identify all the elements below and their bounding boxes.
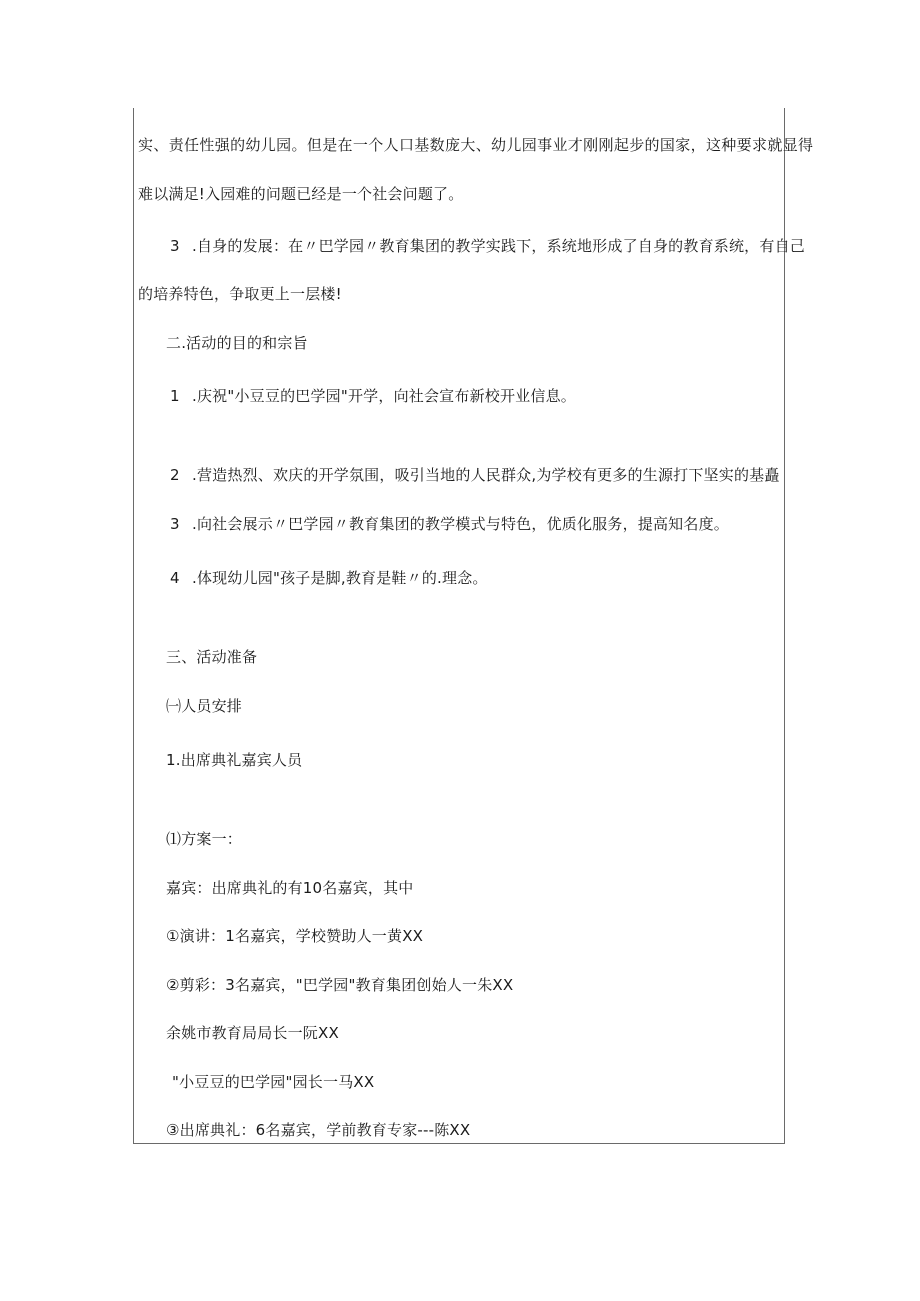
purpose-number-4: 4 [170,569,180,587]
purpose-text-2: .营造热烈、欢庆的开学氛围，吸引当地的人民群众,为学校有更多的生源打下坚实的基矗 [192,466,780,484]
ribbon-line-2: 余姚市教育局局长一阮XX [166,1024,339,1042]
plan-1-heading: ⑴方案一： [166,830,243,848]
speech-line: ①演讲：1名嘉宾，学校赞助人一黄XX [166,927,424,945]
purpose-number-1: 1 [170,387,180,405]
ribbon-line-3: "小豆豆的巴学园"园长一马XX [172,1073,375,1091]
paragraph-line-2: 难以满足!入园难的问题已经是一个社会问题了。 [138,185,464,203]
purpose-text-4: .体现幼儿园"孩子是脚,教育是鞋〃的.理念。 [192,569,488,587]
purpose-text-1: .庆祝"小豆豆的巴学园"开学，向社会宣布新校开业信息。 [192,387,576,405]
item-3-line-2: 的培养特色，争取更上一层楼! [138,285,342,303]
item-3-text: .自身的发展：在〃巴学园〃教育集团的教学实践下，系统地形成了自身的教育系统，有自己 [192,237,805,255]
subsection-1-1: 1.出席典礼嘉宾人员 [166,751,303,769]
section-3-heading: 三、活动准备 [166,648,258,666]
section-2-heading: 二.活动的目的和宗旨 [166,334,308,352]
purpose-item-2 [170,465,780,485]
purpose-item-3 [170,514,729,534]
purpose-number-3: 3 [170,515,180,533]
guests-line: 嘉宾：出席典礼的有10名嘉宾，其中 [166,879,414,897]
item-3-line-1 [170,236,805,256]
purpose-item-4 [170,568,488,588]
ribbon-line-1: ②剪彩：3名嘉宾，"巴学园"教育集团创始人一朱XX [166,976,514,994]
paragraph-line-1: 实、责任性强的幼儿园。但是在一个人口基数庞大、幼儿园事业才刚刚起步的国家，这种要求就显得 [138,136,814,154]
purpose-number-2: 2 [170,466,180,484]
item-3-number: 3 [170,237,180,255]
purpose-text-3: .向社会展示〃巴学园〃教育集团的教学模式与特色，优质化服务，提高知名度。 [192,515,729,533]
attend-line: ③出席典礼：6名嘉宾，学前教育专家---陈XX [166,1121,471,1139]
subsection-1-heading: ㈠人员安排 [166,697,243,715]
purpose-item-1 [170,386,576,406]
